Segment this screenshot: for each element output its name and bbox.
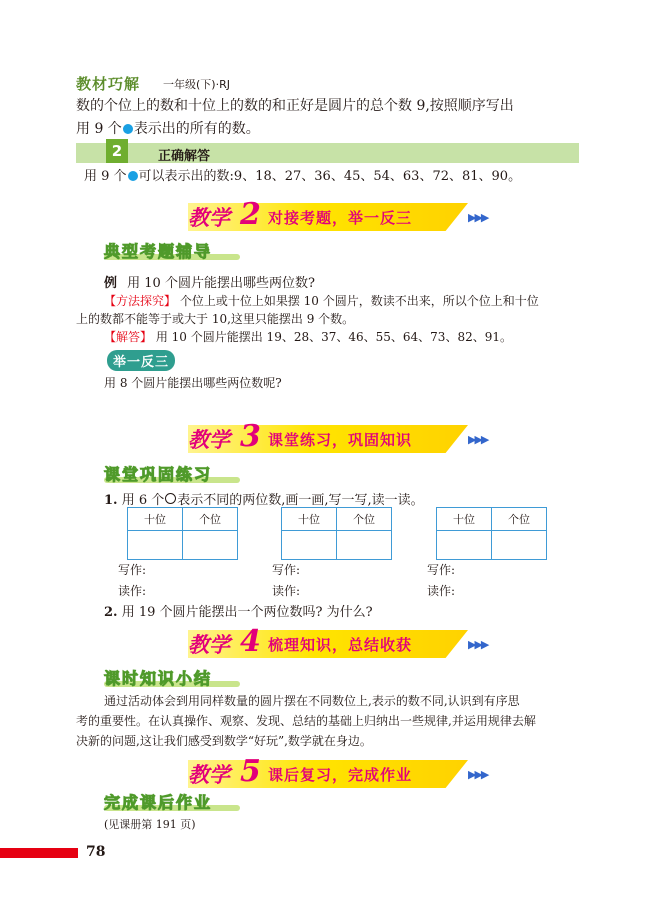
ones-header: 个位 — [337, 508, 392, 531]
method-text-2: 上的数都不能等于或大于 10,这里只能摆出 9 个数。 — [76, 312, 355, 326]
method-text-1: 个位上或十位上如果摆 10 个圆片，数读不出来，所以个位上和十位 — [179, 294, 539, 308]
practice-question: 用 8 个圆片能摆出哪些两位数呢? — [104, 376, 282, 390]
tens-cell[interactable] — [282, 531, 337, 560]
book-title: 教材巧解 — [76, 75, 141, 93]
page-number: 78 — [86, 844, 106, 860]
answer-text-a: 用 9 个 — [84, 169, 127, 184]
write-label: 写作: — [272, 563, 301, 577]
place-value-table-3 — [436, 507, 547, 560]
banner-text: 梳理知识，总结收获 — [268, 636, 413, 654]
book-subtitle: 一年级(下)·RJ — [163, 78, 230, 91]
read-label: 读作: — [272, 584, 301, 598]
subhead-practice: 课堂巩固练习 — [104, 465, 213, 484]
tens-header: 十位 — [128, 508, 183, 531]
banner-number: 4 — [240, 624, 261, 659]
intro-line-2 — [76, 119, 260, 139]
section-banner-3 — [188, 419, 488, 454]
banner-text: 课堂练习，巩固知识 — [268, 431, 413, 449]
example-text: 用 10 个圆片能摆出哪些两位数? — [127, 276, 315, 291]
banner-big: 教学 — [188, 632, 230, 657]
solution-tag: 【解答】 — [104, 330, 153, 344]
method-block — [104, 291, 584, 311]
arrow-chevrons-icon: ▶▶▶ — [468, 433, 488, 446]
solution-line — [104, 327, 512, 347]
question-1-a: 用 6 个 — [121, 493, 165, 508]
intro-line-2-b: 表示出的所有的数。 — [133, 121, 260, 137]
place-value-table-2 — [281, 507, 392, 560]
summary-line-1: 通过活动体会到用同样数量的圆片摆在不同数位上,表示的数不同,认识到有序思 — [104, 694, 520, 708]
banner-big: 教学 — [188, 427, 230, 452]
banner-text: 对接考题，举一反三 — [268, 209, 413, 227]
banner-big: 教学 — [188, 762, 230, 787]
question-1-b: 表示不同的两位数,画一画,写一写,读一读。 — [177, 493, 424, 508]
solution-text: 用 10 个圆片能摆出 19、28、37、46、55、64、73、82、91。 — [155, 330, 512, 344]
question-2 — [104, 601, 373, 620]
question-2-text: 用 19 个圆片能摆出一个两位数吗? 为什么? — [121, 605, 373, 620]
subhead-homework: 完成课后作业 — [104, 793, 213, 812]
intro-line-2-a: 用 9 个 — [76, 121, 122, 137]
blue-dot-icon — [128, 171, 138, 181]
answer-text — [84, 167, 521, 187]
method-tag: 【方法探究】 — [104, 294, 177, 308]
banner-text: 课后复习，完成作业 — [268, 766, 413, 784]
hollow-circle-icon — [165, 493, 176, 504]
intro-line-1: 数的个位上的数和十位上的数的和正好是圆片的总个数 9,按照顺序写出 — [76, 98, 514, 114]
summary-line-2: 考的重要性。在认真操作、观察、发现、总结的基础上归纳出一些规律,并运用规律去解 — [76, 714, 536, 728]
banner-number: 5 — [240, 754, 261, 789]
answer-text-b: 可以表示出的数:9、18、27、36、45、54、63、72、81、90。 — [138, 169, 522, 184]
write-label: 写作: — [118, 563, 147, 577]
practice-pill: 举一反三 — [107, 350, 175, 371]
write-read-2 — [272, 560, 300, 602]
arrow-chevrons-icon: ▶▶▶ — [468, 768, 488, 781]
answer-label: 正确解答 — [158, 149, 211, 164]
ones-header: 个位 — [183, 508, 238, 531]
example-label: 例 — [104, 276, 118, 291]
write-read-1 — [118, 560, 146, 602]
question-1 — [104, 489, 424, 508]
write-read-3 — [427, 560, 455, 602]
read-label: 读作: — [427, 584, 456, 598]
answer-bar — [76, 143, 579, 163]
section-banner-2 — [188, 197, 488, 232]
tens-cell[interactable] — [437, 531, 492, 560]
homework-note: (见课册第 191 页) — [104, 818, 196, 831]
summary-line-3: 决新的问题,这让我们感受到数学“好玩”,数学就在身边。 — [76, 734, 372, 748]
banner-big: 教学 — [188, 205, 230, 230]
arrow-chevrons-icon: ▶▶▶ — [468, 638, 488, 651]
subhead-typical: 典型考题辅导 — [104, 242, 213, 261]
question-2-number: 2. — [104, 605, 118, 620]
question-1-number: 1. — [104, 493, 118, 508]
arrow-chevrons-icon: ▶▶▶ — [468, 211, 488, 224]
section-banner-5 — [188, 754, 488, 789]
banner-number: 2 — [240, 197, 261, 232]
write-label: 写作: — [427, 563, 456, 577]
place-value-table-1 — [127, 507, 238, 560]
ones-cell[interactable] — [337, 531, 392, 560]
tens-header: 十位 — [437, 508, 492, 531]
tens-cell[interactable] — [128, 531, 183, 560]
read-label: 读作: — [118, 584, 147, 598]
blue-dot-icon — [123, 124, 133, 134]
tens-header: 十位 — [282, 508, 337, 531]
section-banner-4 — [188, 624, 488, 659]
footer-bar — [0, 848, 78, 858]
answer-number: 2 — [106, 139, 128, 163]
example-line — [104, 272, 315, 291]
ones-cell[interactable] — [183, 531, 238, 560]
ones-cell[interactable] — [492, 531, 547, 560]
subhead-summary: 课时知识小结 — [104, 669, 213, 688]
banner-number: 3 — [240, 419, 261, 454]
ones-header: 个位 — [492, 508, 547, 531]
